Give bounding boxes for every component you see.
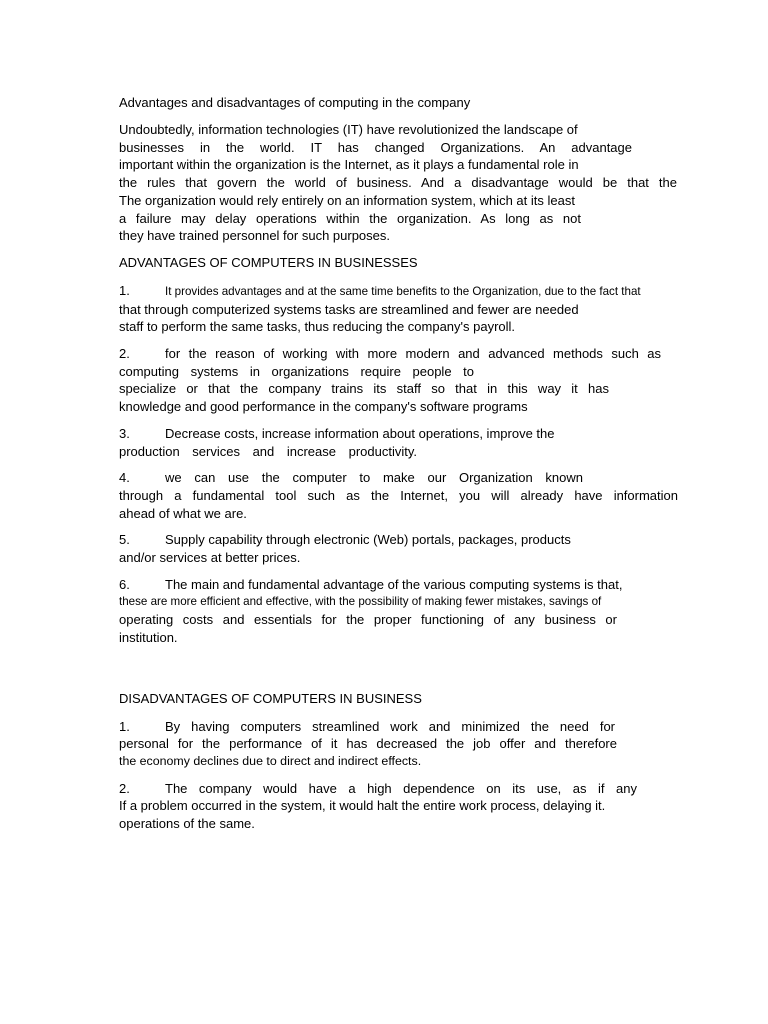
item-line: personal for the performance of it has decreased the job offer and therefore [119,736,617,752]
intro-line: important within the organization is the Internet, as it plays a fundamental role in [119,157,579,173]
advantage-item-1 [119,282,679,336]
item-line: and/or services at better prices. [119,550,301,566]
item-line: computing systems in organizations require people to [119,363,474,379]
disadvantages-heading: DISADVANTAGES OF COMPUTERS IN BUSINESS [119,690,422,706]
item-line: ahead of what we are. [119,505,247,521]
item-line: operations of the same. [119,816,255,832]
item-line: these are more efficient and effective, with the possibility of making fewer mistakes, savings of [119,595,602,609]
advantages-heading: ADVANTAGES OF COMPUTERS IN BUSINESSES [119,254,418,270]
advantage-item-2 [119,345,679,416]
item-number: 2. [119,346,130,362]
item-text: for the reason of working with more modern and advanced methods such as [165,346,661,362]
item-line: institution. [119,629,178,645]
section-spacer [119,656,679,690]
item-line: operating costs and essentials for the proper functioning of any business or [119,612,617,628]
item-line: through a fundamental tool such as the Internet, you will already have information [119,487,678,503]
item-text: The main and fundamental advantage of the various computing systems is that, [165,576,623,592]
item-number: 4. [119,470,130,486]
intro-line: a failure may delay operations within the organization. As long as not [119,210,581,226]
advantage-item-3 [119,425,679,460]
item-text: By having computers streamlined work and minimized the need for [165,718,615,734]
item-text: Supply capability through electronic (Web) portals, packages, products [165,532,571,548]
intro-paragraph [119,121,679,245]
disadvantage-item-2 [119,780,679,833]
item-line: knowledge and good performance in the company's software programs [119,399,528,415]
item-number: 3. [119,425,130,441]
document-title: Advantages and disadvantages of computing in the company [119,95,471,110]
item-text: Decrease costs, increase information about operations, improve the [165,425,555,441]
advantage-item-4 [119,469,679,522]
disadvantage-item-1 [119,718,679,771]
document-content [119,94,679,842]
item-line: specialize or that the company trains its staff so that in this way it has [119,381,609,397]
item-number: 2. [119,780,130,796]
item-line: production services and increase productivity. [119,443,417,459]
item-text: we can use the computer to make our Organization known [165,470,583,486]
intro-line: Undoubtedly, information technologies (IT) have revolutionized the landscape of [119,122,578,137]
intro-line: The organization would rely entirely on an information system, which at its least [119,192,575,208]
item-text: The company would have a high dependence on its use, as if any [165,780,637,796]
intro-line: they have trained personnel for such purposes. [119,228,391,244]
advantage-item-6 [119,576,679,647]
item-text: It provides advantages and at the same time benefits to the Organization, due to the fact that [165,284,641,298]
item-number: 1. [119,282,130,298]
advantage-item-5 [119,531,679,566]
item-number: 5. [119,532,130,548]
item-line: that through computerized systems tasks are streamlined and fewer are needed [119,301,579,317]
intro-line: the rules that govern the world of business. And a disadvantage would be that the [119,175,677,191]
intro-line: businesses in the world. IT has changed Organizations. An advantage [119,139,632,155]
item-line: staff to perform the same tasks, thus reducing the company's payroll. [119,319,516,335]
item-number: 6. [119,576,130,592]
item-number: 1. [119,718,130,734]
item-line: the economy declines due to direct and indirect effects. [119,753,422,768]
item-line: If a problem occurred in the system, it would halt the entire work process, delaying it. [119,798,606,814]
